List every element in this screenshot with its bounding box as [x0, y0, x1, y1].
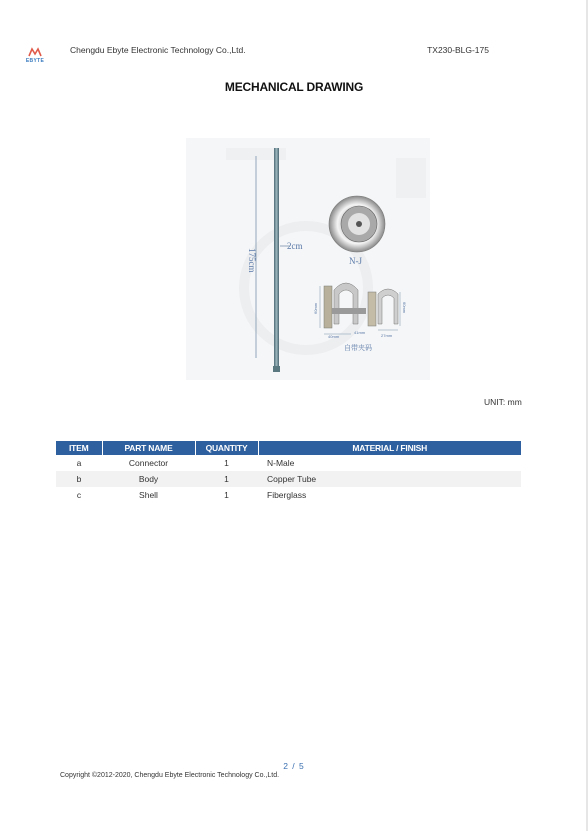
column-header-material: MATERIAL / FINISH	[258, 441, 521, 455]
cell-quantity: 1	[195, 471, 258, 487]
antenna-rod	[274, 148, 279, 370]
cell-quantity: 1	[224, 490, 229, 500]
clamp-dim-label: 27mm	[381, 333, 393, 338]
cell-part-name: Body	[102, 471, 195, 487]
connector-label: N-J	[349, 256, 362, 266]
cell-material: Copper Tube	[258, 471, 521, 487]
diameter-label: 2cm	[287, 241, 303, 251]
column-header-part-name: PART NAME	[102, 441, 195, 455]
company-name: Chengdu Ebyte Electronic Technology Co.,Ltd.	[70, 45, 246, 55]
column-header-item: ITEM	[56, 441, 102, 455]
cell-part-name: Shell	[139, 490, 158, 500]
antenna-base	[273, 366, 280, 372]
clamp-dim-label: 40mm	[328, 334, 340, 339]
logo-text: EBYTE	[25, 58, 45, 64]
table-row	[56, 471, 521, 487]
parts-table	[56, 441, 521, 503]
antenna-drawing	[186, 138, 430, 380]
cell-material: N-Male	[267, 458, 295, 468]
page-number: 2 / 5	[283, 761, 305, 771]
copyright: Copyright ©2012-2020, Chengdu Ebyte Electronic Technology Co.,Ltd.	[60, 772, 280, 779]
connector-pin	[356, 221, 362, 227]
cell-item: a	[76, 458, 82, 468]
mechanical-drawing-figure	[186, 138, 430, 380]
model-number: TX230-BLG-175	[427, 45, 489, 55]
cell-item: c	[76, 490, 82, 500]
length-label: 175cm	[247, 248, 257, 273]
watermark-shape	[396, 158, 426, 198]
cell-part-name: Connector	[128, 458, 169, 468]
cell-item: b	[56, 471, 102, 487]
clamp-dim-label: 60mm	[313, 302, 318, 314]
logo-icon	[28, 47, 42, 57]
cell-quantity: 1	[224, 458, 229, 468]
company-logo	[22, 47, 48, 67]
table-header-row	[56, 441, 521, 455]
clamp-dim-label: 60mm	[402, 302, 407, 314]
clamp-dim-label: 41mm	[354, 330, 366, 335]
page-title: MECHANICAL DRAWING	[224, 80, 364, 94]
table-row	[56, 487, 521, 503]
column-header-quantity: QUANTITY	[195, 441, 258, 455]
clamp-label: 自带夹码	[344, 344, 372, 352]
unit-label: UNIT: mm	[484, 397, 522, 407]
table-row	[56, 455, 521, 471]
cell-material: Fiberglass	[267, 490, 307, 500]
